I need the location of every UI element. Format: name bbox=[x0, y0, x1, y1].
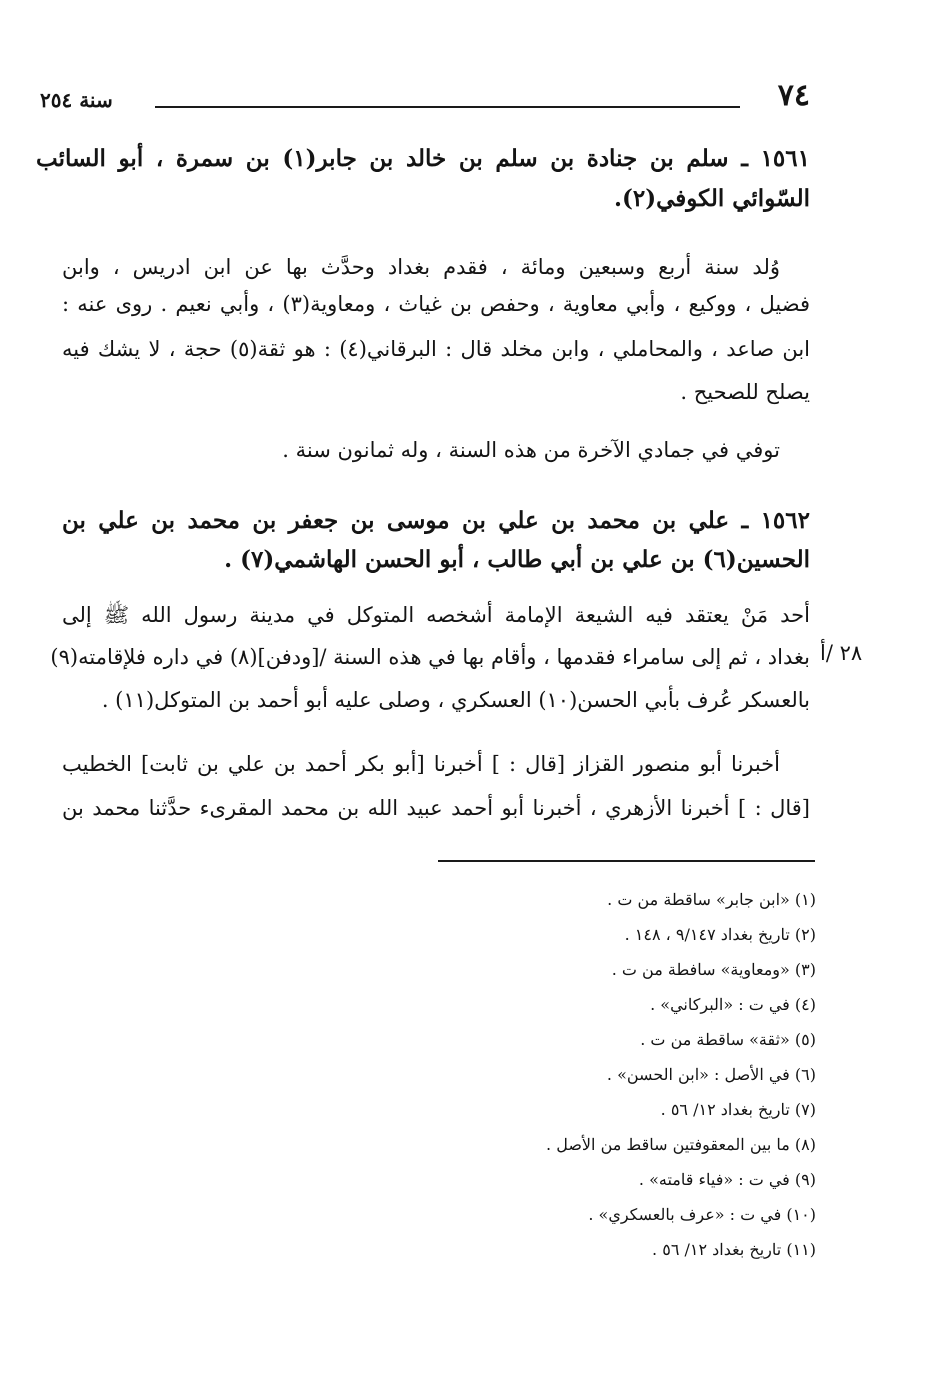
footnote-6: (٦) في الأصل : «ابن الحسن» . bbox=[606, 1065, 816, 1084]
entry-1561-death-line: توفي في جمادي الآخرة من هذه السنة ، وله ثمانون سنة . bbox=[282, 438, 780, 462]
entry-1562-heading-line-2: الحسين(٦) بن علي بن أبي طالب ، أبو الحسن الهاشمي(٧) . bbox=[224, 546, 810, 573]
header-rule bbox=[155, 106, 740, 108]
footnote-separator bbox=[438, 860, 815, 862]
margin-folio-reference: ٢٨ /أ bbox=[820, 641, 863, 665]
entry-1561-body-line-4: يصلح للصحيح . bbox=[680, 380, 810, 404]
page-header bbox=[40, 78, 810, 118]
footnote-10: (١٠) في ت : «عرف بالعسكري» . bbox=[588, 1205, 816, 1224]
entry-1561-heading-line-1: ١٥٦١ ـ سلم بن جنادة بن سلم بن خالد بن جابر(١) بن سمرة ، أبو السائب bbox=[36, 145, 810, 172]
entry-1561-body-line-3: ابن صاعد ، والمحاملي ، وابن مخلد قال : البرقاني(٤) : هو ثقة(٥) حجة ، لا يشك فيه bbox=[62, 337, 810, 361]
footnote-8: (٨) ما بين المعقوفتين ساقط من الأصل . bbox=[546, 1135, 816, 1154]
entry-1561-body-line-1: وُلد سنة أربع وسبعين ومائة ، فقدم بغداد وحدَّث بها عن ابن ادريس ، وابن bbox=[62, 255, 780, 279]
footnote-2: (٢) تاريخ بغداد ٩/١٤٧ ، ١٤٨ . bbox=[624, 925, 816, 944]
entry-1561-heading-line-2: السّوائي الكوفي(٢). bbox=[613, 185, 810, 212]
page-number: ٧٤ bbox=[777, 78, 810, 113]
footnote-11: (١١) تاريخ بغداد ١٢/ ٥٦ . bbox=[652, 1240, 816, 1259]
entry-1562-body-line-3: بالعسكر عُرف بأبي الحسن(١٠) العسكري ، وصلى عليه أبو أحمد بن المتوكل(١١) . bbox=[101, 688, 810, 712]
isnad-line-1: أخبرنا أبو منصور القزاز [قال : ] أخبرنا [أبو بكر أحمد بن علي بن ثابت] الخطيب bbox=[62, 752, 780, 776]
footnote-9: (٩) في ت : «فياء قامته» . bbox=[638, 1170, 816, 1189]
footnote-3: (٣) «ومعاوية» سافطة من ت . bbox=[611, 960, 816, 979]
entry-1562-body-line-1: أحد مَنْ يعتقد فيه الشيعة الإمامة أشخصه المتوكل في مدينة رسول الله ﷺ إلى bbox=[62, 603, 810, 627]
running-head-year: سنة ٢٥٤ bbox=[40, 88, 113, 112]
footnote-5: (٥) «ثقة» ساقطة من ت . bbox=[640, 1030, 816, 1049]
entry-1562-body-line-2: بغداد ، ثم إلى سامراء فقدمها ، وأقام بها في هذه السنة /[ودفن](٨) في داره فلإقامته(٩) bbox=[50, 645, 810, 669]
footnote-4: (٤) في ت : «البركاني» . bbox=[650, 995, 816, 1014]
footnote-1: (١) «ابن جابر» ساقطة من ت . bbox=[607, 890, 816, 909]
entry-1562-heading-line-1: ١٥٦٢ ـ علي بن محمد بن علي بن موسى بن جعفر بن محمد بن علي بن bbox=[62, 507, 810, 534]
isnad-line-2: [قال : ] أخبرنا الأزهري ، أخبرنا أبو أحمد عبيد الله بن محمد المقرىء حدَّثنا محمد بن bbox=[62, 796, 810, 820]
footnote-7: (٧) تاريخ بغداد ١٢/ ٥٦ . bbox=[660, 1100, 816, 1119]
entry-1561-body-line-2: فضيل ، ووكيع ، وأبي معاوية ، وحفص بن غياث ، ومعاوية(٣) ، وأبي نعيم . روى عنه : bbox=[62, 292, 811, 316]
